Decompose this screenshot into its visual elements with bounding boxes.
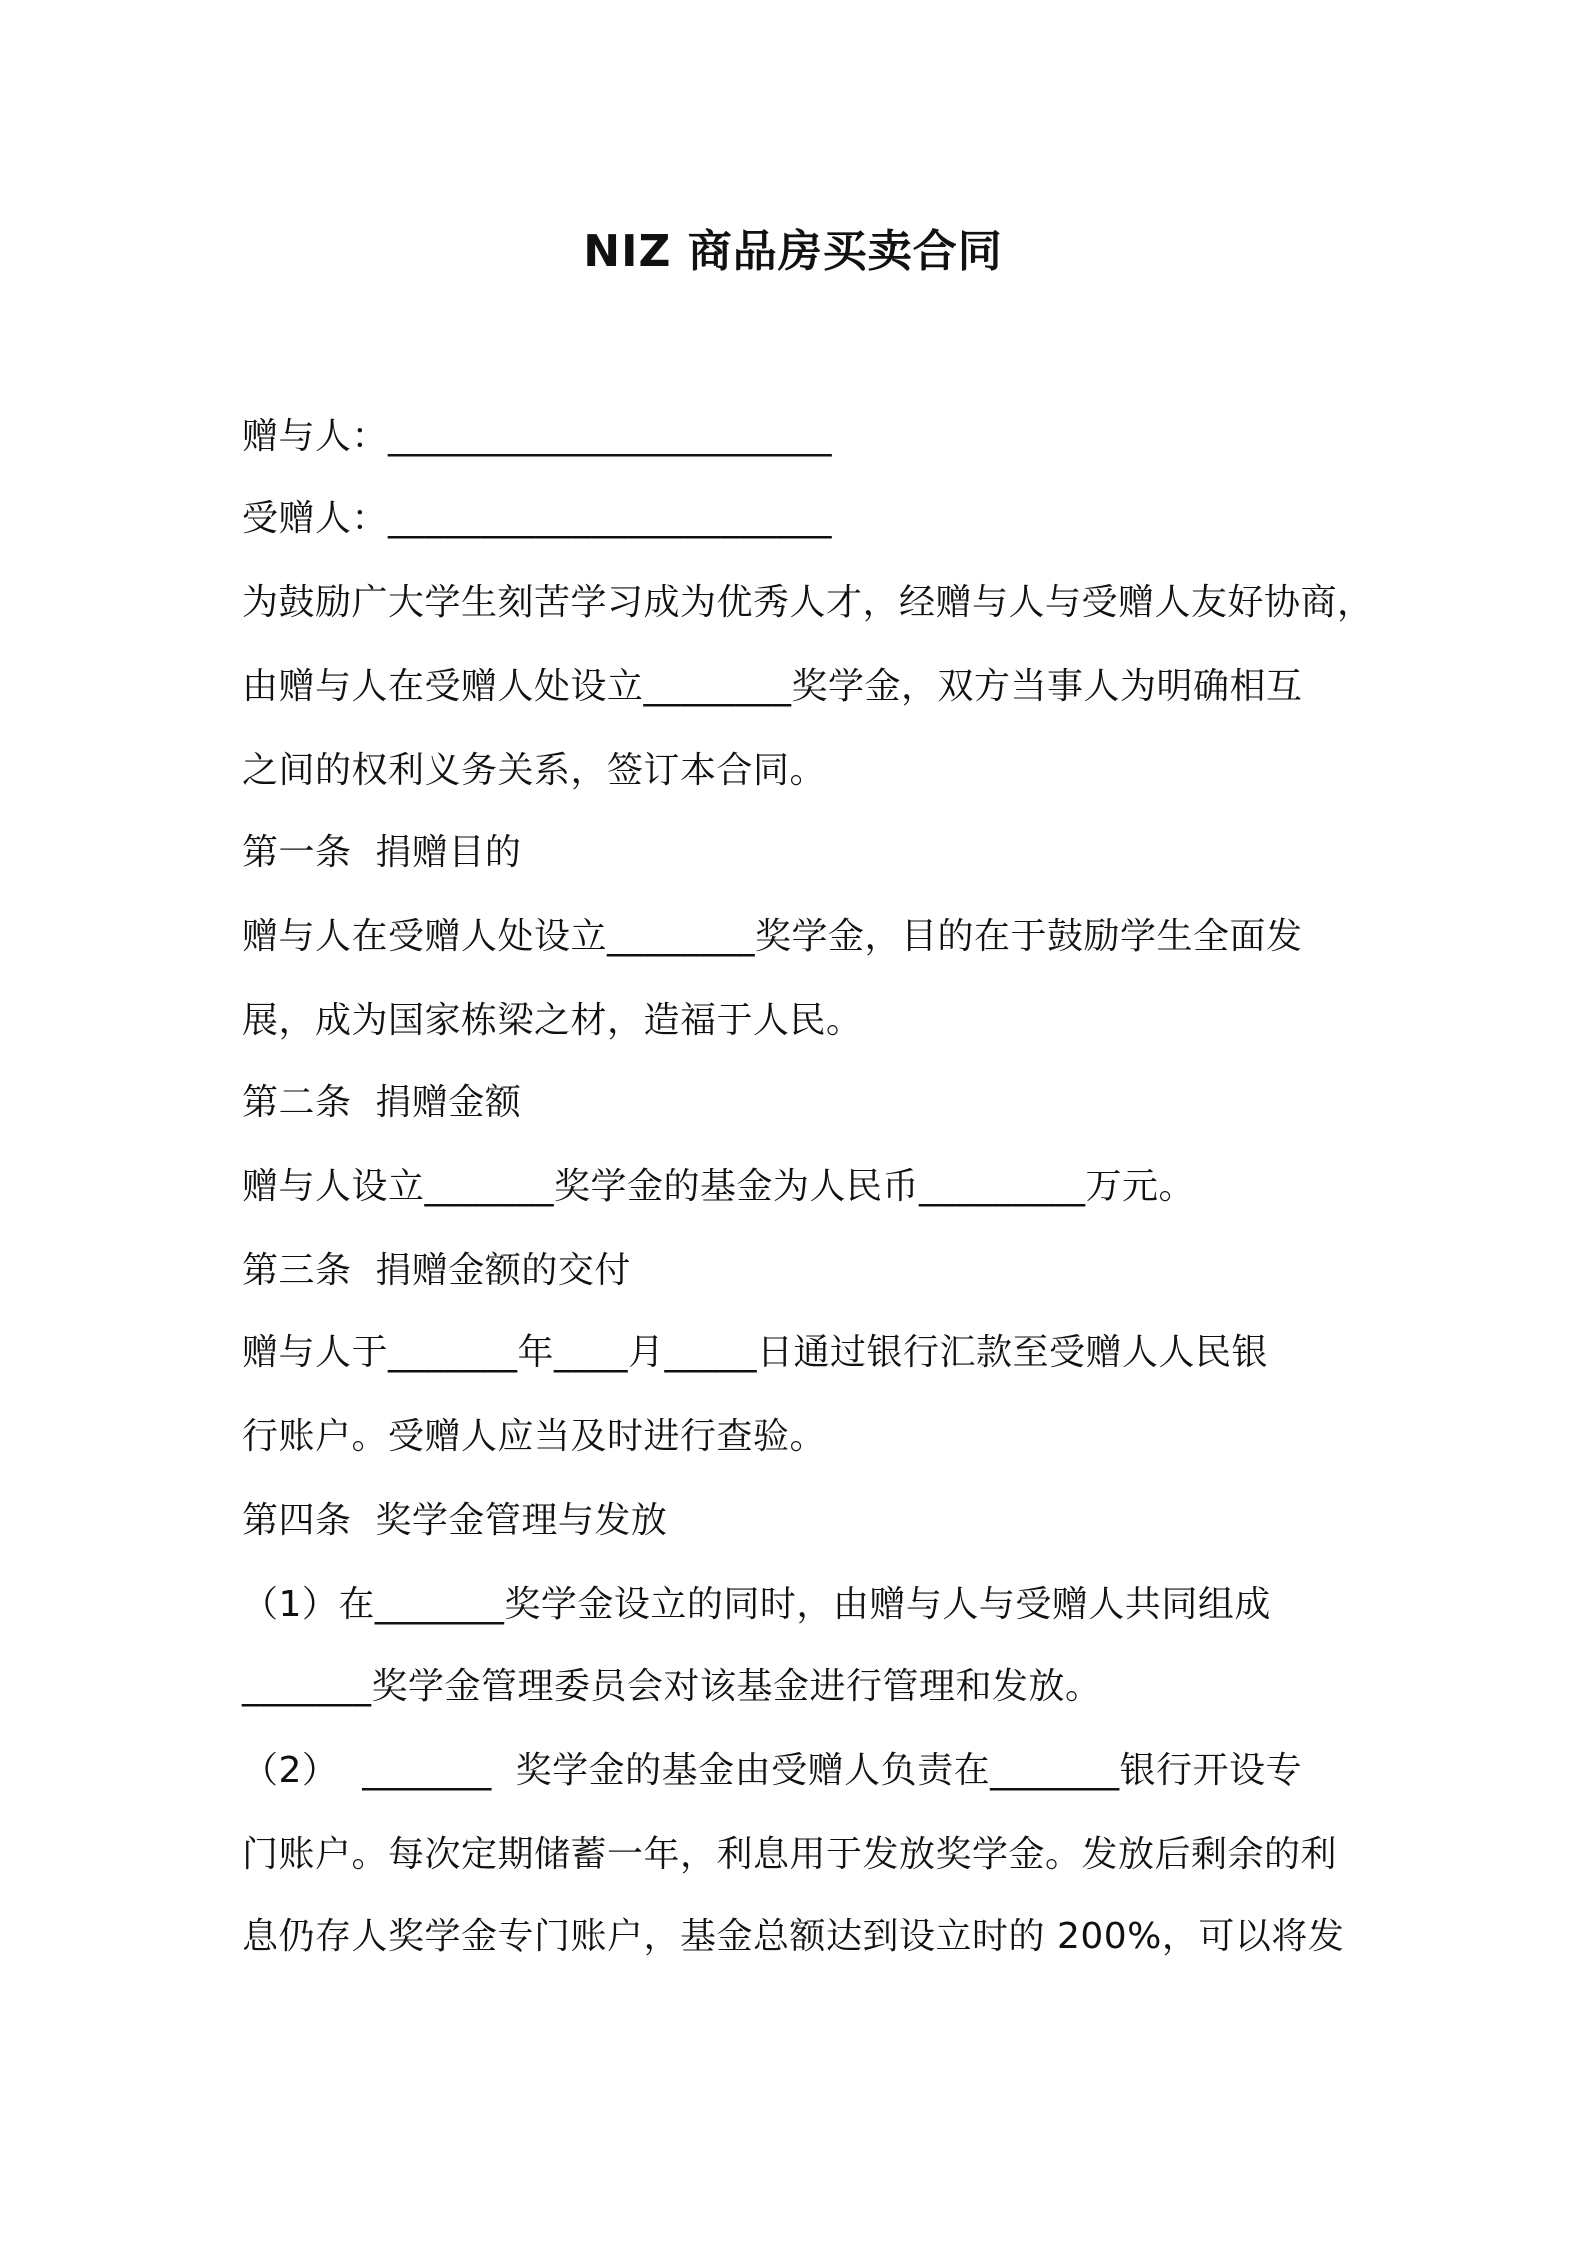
article-3-line-2: 行账户。受赠人应当及时进行查验。 bbox=[242, 1416, 827, 1457]
article-4-item-1-line-1: （1）在_______奖学金设立的同时，由赠与人与受赠人共同组成 bbox=[242, 1584, 1271, 1625]
article-3-heading: 第三条 捐赠金额的交付 bbox=[242, 1250, 631, 1291]
article-4-item-2-line-2: 门账户。每次定期储蓄一年，利息用于发放奖学金。发放后剩余的利 bbox=[242, 1834, 1338, 1875]
article-4-item-2-line-1: （2） _______ 奖学金的基金由受赠人负责在_______银行开设专 bbox=[242, 1750, 1303, 1791]
article-1-line-2: 展，成为国家栋梁之材，造福于人民。 bbox=[242, 1000, 863, 1041]
document-title: NIZ 商品房买卖合同 bbox=[583, 226, 1003, 277]
article-4-item-1-line-2: _______奖学金管理委员会对该基金进行管理和发放。 bbox=[242, 1666, 1102, 1707]
article-1-line-1: 赠与人在受赠人处设立________奖学金，目的在于鼓励学生全面发 bbox=[242, 916, 1303, 957]
article-2-line-1: 赠与人设立_______奖学金的基金为人民币_________万元。 bbox=[242, 1166, 1196, 1207]
donor-line: 赠与人：________________________ bbox=[242, 416, 833, 457]
article-2-heading: 第二条 捐赠金额 bbox=[242, 1082, 522, 1123]
article-3-line-1: 赠与人于_______年____月_____日通过银行汇款至受赠人人民银 bbox=[242, 1332, 1269, 1373]
preamble-line-1: 为鼓励广大学生刻苦学习成为优秀人才，经赠与人与受赠人友好协商， bbox=[242, 582, 1374, 623]
article-1-heading: 第一条 捐赠目的 bbox=[242, 832, 522, 873]
preamble-line-3: 之间的权利义务关系，签订本合同。 bbox=[242, 750, 827, 791]
recipient-line: 受赠人：________________________ bbox=[242, 498, 833, 539]
preamble-line-2: 由赠与人在受赠人处设立________奖学金，双方当事人为明确相互 bbox=[242, 666, 1303, 707]
article-4-item-2-line-3: 息仍存人奖学金专门账户，基金总额达到设立时的 200%，可以将发 bbox=[242, 1916, 1345, 1957]
article-4-heading: 第四条 奖学金管理与发放 bbox=[242, 1500, 668, 1541]
